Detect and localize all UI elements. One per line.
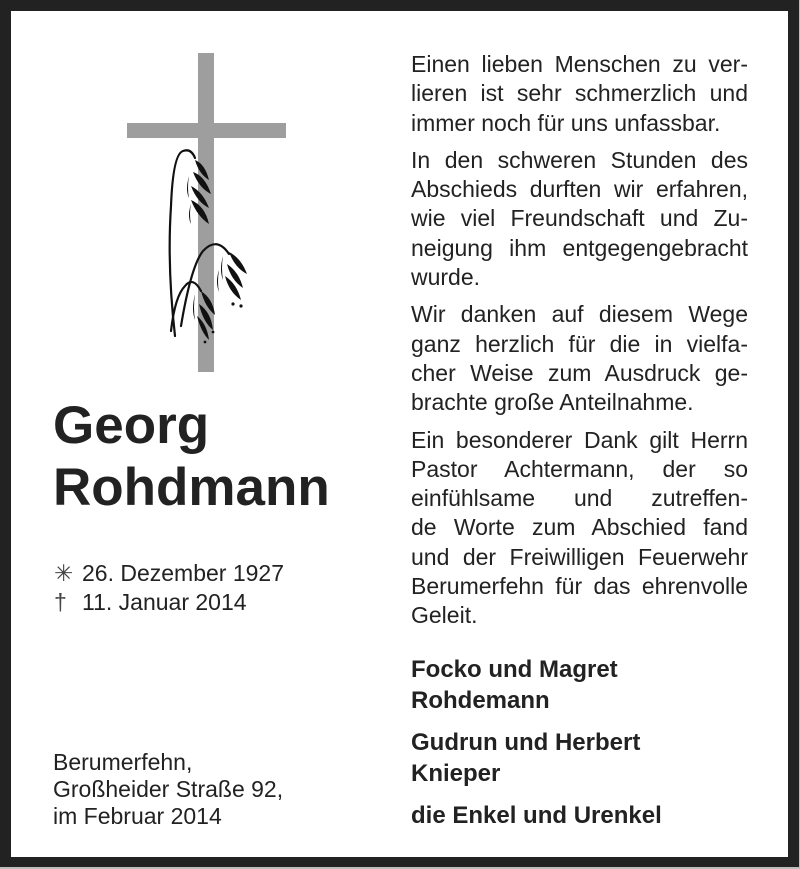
text-line: Ein besonderer Dank gilt Herrn bbox=[411, 426, 748, 453]
signer-line: Rohdemann bbox=[411, 686, 550, 714]
text-line: brachte große Anteilnahme. bbox=[411, 389, 694, 416]
text-line: Pastor Achtermann, der so bbox=[411, 455, 748, 482]
signer bbox=[411, 655, 751, 716]
text-line: Einen lieben Menschen zu ver- bbox=[411, 51, 748, 77]
text-line: immer noch für uns unfassbar. bbox=[411, 109, 721, 136]
deceased-first-name: Georg bbox=[53, 396, 210, 455]
address-block bbox=[53, 749, 283, 830]
text-line: wie viel Freundschaft und Zu- bbox=[411, 205, 748, 232]
wheat-icon bbox=[161, 146, 271, 346]
text-line: lieren ist sehr schmerzlich und bbox=[411, 80, 748, 107]
address-line: Großheider Straße 92, bbox=[53, 776, 284, 802]
death-date-row bbox=[54, 588, 284, 617]
text-line: ganz herzlich für die in vielfa- bbox=[411, 330, 748, 357]
text-line: Wir danken auf diesem Wege bbox=[411, 301, 748, 328]
text-line: wurde. bbox=[411, 264, 481, 291]
text-line: Abschieds durften wir erfahren, bbox=[411, 176, 748, 203]
text-line: Berumerfehn für das ehrenvolle bbox=[411, 573, 748, 600]
signer-line: die Enkel und Urenkel bbox=[411, 802, 662, 829]
text-line: einfühlsame und zutreffen- bbox=[411, 485, 748, 512]
paragraph-thanks bbox=[411, 300, 748, 417]
signer-line: Focko und Magret bbox=[411, 656, 618, 683]
paragraph-special-thanks bbox=[411, 426, 748, 631]
text-line: cher Weise zum Ausdruck ge- bbox=[411, 359, 748, 386]
address-line: Berumerfehn, bbox=[53, 749, 193, 775]
birth-date: 26. Dezember 1927 bbox=[82, 560, 285, 586]
paragraph-farewell bbox=[411, 146, 748, 292]
birth-date-row bbox=[54, 559, 284, 588]
obituary-page bbox=[11, 11, 788, 857]
signer-line: Gudrun und Herbert bbox=[411, 729, 641, 756]
death-cross-icon: † bbox=[54, 589, 67, 615]
deceased-name bbox=[53, 395, 330, 519]
cross-horizontal-bar bbox=[127, 123, 286, 138]
text-line: In den schweren Stunden des bbox=[411, 146, 748, 173]
paragraph-loss bbox=[411, 50, 748, 138]
life-dates bbox=[54, 559, 284, 617]
signer bbox=[411, 801, 751, 832]
text-line: de Worte zum Abschied fand bbox=[411, 514, 748, 541]
signers-block bbox=[411, 655, 751, 844]
address-line: im Februar 2014 bbox=[53, 803, 222, 829]
death-date: 11. Januar 2014 bbox=[82, 589, 247, 615]
signer-line: Knieper bbox=[411, 759, 501, 787]
signer bbox=[411, 728, 751, 789]
deceased-last-name: Rohdmann bbox=[53, 458, 330, 517]
text-line: und der Freiwilligen Feuerwehr bbox=[411, 543, 748, 570]
thank-you-text bbox=[411, 50, 748, 639]
text-line: neigung ihm entgegengebracht bbox=[411, 234, 748, 261]
birth-star-icon: ✳ bbox=[54, 560, 74, 586]
text-line: Geleit. bbox=[411, 602, 478, 629]
